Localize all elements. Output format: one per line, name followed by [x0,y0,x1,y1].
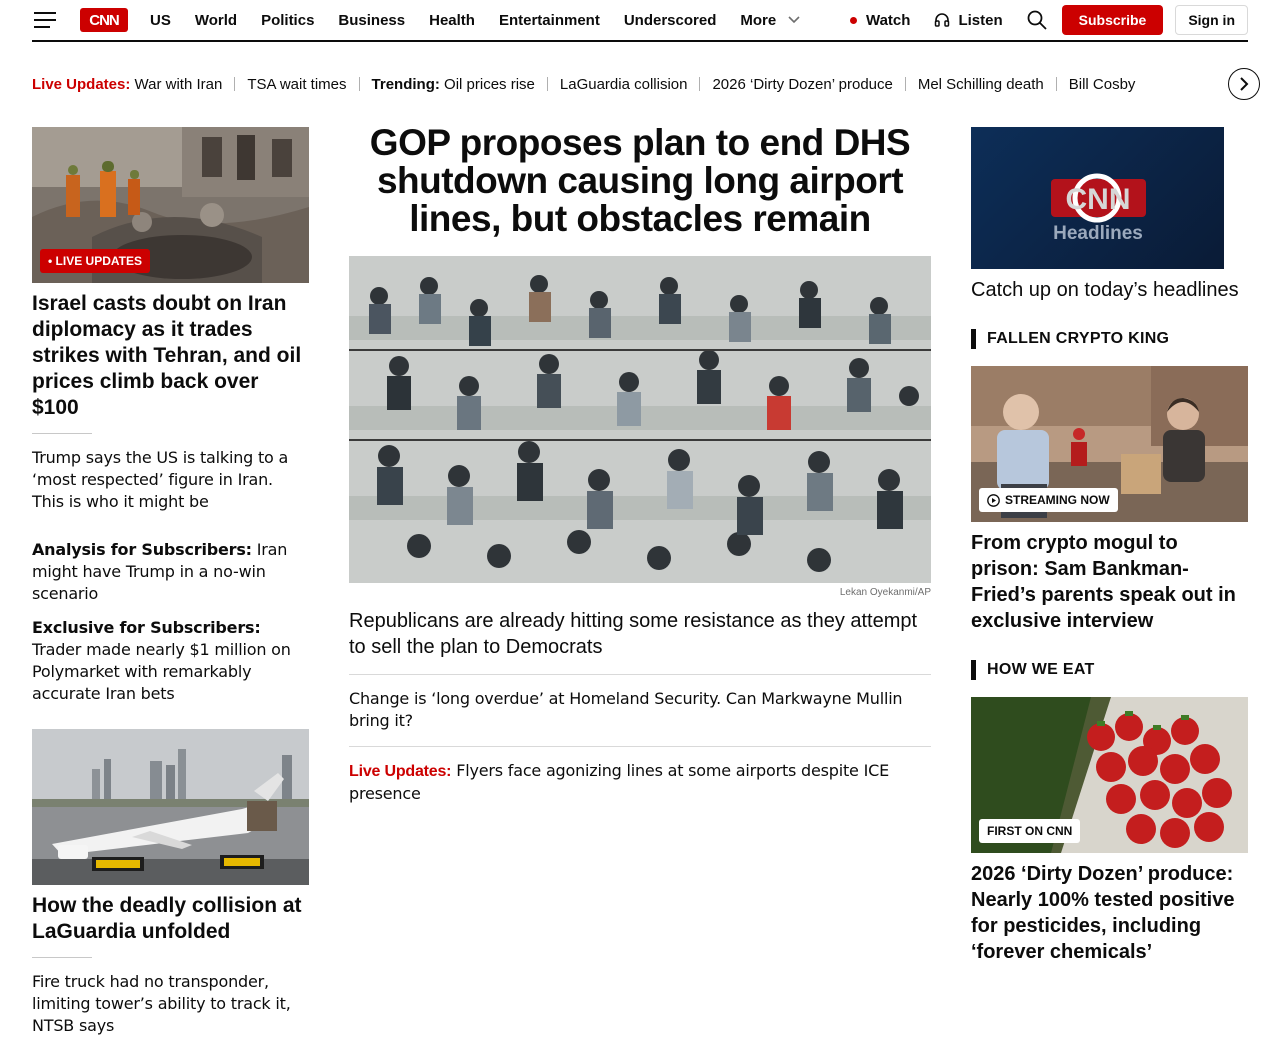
divider [349,674,931,675]
photo-credit: Lekan Oyekanmi/AP [839,587,931,598]
crypto-headline[interactable]: From crypto mogul to prison: Sam Bankman-Fried’s parents speak out in exclusive interview [971,532,1236,632]
ticker-text: Oil prices rise [439,75,535,93]
section-title: FALLEN CRYPTO KING [987,330,1170,347]
ticker-item[interactable] [918,76,1044,93]
listen-link[interactable] [934,12,1002,29]
nav-more-label: More [740,11,777,29]
video-title-text: Headlines [1053,223,1143,244]
live-dot-icon [850,17,857,24]
lead-headline[interactable]: GOP proposes plan to end DHS shutdown causing long airport lines, but obstacles remain [369,122,911,239]
section-label-crypto [971,329,1248,349]
ticker-divider [234,77,235,91]
sub-headline[interactable]: Republicans are already hitting some resistance as they attempt to sell the plan to Democrats [349,610,918,658]
catchup-link[interactable]: Catch up on today’s headlines [971,279,1239,301]
section-title: HOW WE EAT [987,661,1095,678]
chevron-right-icon[interactable] [1228,68,1260,100]
left-column [32,127,309,1037]
ticker-text: TSA wait times [247,75,347,93]
section-bar [971,660,976,680]
ticker-item[interactable] [32,76,222,93]
divider [32,433,92,434]
ticker-track [32,76,1218,93]
nav-health[interactable]: Health [429,11,475,29]
chip-label: STREAMING NOW [1005,493,1110,507]
bankman-fried-parents-image[interactable] [971,366,1248,522]
nav-politics[interactable]: Politics [261,11,315,29]
story-lead: Exclusive for Subscribers: [32,618,261,637]
related-story[interactable] [32,526,309,605]
related-story[interactable]: Fire truck had no transponder, limiting tower’s ability to track it, NTSB says [32,972,291,1035]
headphones-icon [934,12,950,28]
menu-icon[interactable] [34,12,56,28]
cnn-headlines-video[interactable] [971,127,1224,269]
top-story-headline[interactable]: Israel casts doubt on Iran diplomacy as it trades strikes with Tehran, and oil prices climb back over $100 [32,292,302,419]
nav-underscored[interactable]: Underscored [623,11,717,29]
ticker-text: Mel Schilling death [917,75,1044,93]
laguardia-headline[interactable]: How the deadly collision at LaGuardia unfolded [32,894,302,943]
ticker-text: Bill Cosby [1068,75,1136,93]
subscribe-button[interactable]: Subscribe [1062,5,1164,35]
ticker-divider [699,77,700,91]
header-actions [850,5,1248,35]
ticker-item[interactable] [1069,76,1136,93]
ticker-lead: Live Updates: [32,75,131,93]
sign-in-button[interactable]: Sign in [1175,5,1248,35]
first-on-cnn-chip [979,819,1080,843]
ticker-item[interactable] [560,76,688,93]
related-story[interactable]: Change is ‘long overdue’ at Homeland Security. Can Markwayne Mullin bring it? [349,689,903,730]
ticker-text: War with Iran [130,75,223,93]
ticker-divider [359,77,360,91]
story-text: Iran might have Trump in a no-win scenario [32,540,288,603]
streaming-now-chip [979,488,1118,512]
main-nav [150,12,800,29]
nav-entertainment[interactable]: Entertainment [498,11,600,29]
watch-label: Watch [865,11,911,29]
ticker-text: LaGuardia collision [559,75,688,93]
live-updates-badge: • LIVE UPDATES [40,249,150,273]
divider [32,957,92,958]
airport-crowd-image[interactable] [349,256,931,583]
logo-text: CNN [89,11,119,29]
ticker-divider [905,77,906,91]
ticker-item[interactable] [372,76,535,93]
story-text: Flyers face agonizing lines at some airports despite ICE presence [349,761,889,803]
ticker-text: 2026 ‘Dirty Dozen’ produce [712,75,893,93]
play-icon [987,494,1000,507]
chip-label: FIRST ON CNN [987,824,1073,838]
cnn-logo[interactable] [80,8,128,32]
search-icon[interactable] [1027,10,1047,30]
strawberries-image[interactable] [971,697,1248,853]
video-logo-text: CNN [1065,183,1131,216]
dirty-dozen-headline[interactable]: 2026 ‘Dirty Dozen’ produce: Nearly 100% tested positive for pesticides, including ‘forever chemicals’ [971,863,1235,963]
right-column [971,127,1248,965]
chevron-down-icon [788,16,800,24]
airstrike-rubble-image[interactable] [32,127,309,283]
related-story[interactable] [32,617,309,705]
ticker-item[interactable] [712,76,892,93]
ticker-item[interactable] [247,76,346,93]
section-label-eat [971,660,1248,680]
nav-more[interactable] [740,12,800,29]
trending-ticker [32,68,1264,100]
laguardia-collision-image[interactable] [32,729,309,885]
center-column [349,124,931,805]
section-bar [971,329,976,349]
listen-label: Listen [958,11,1003,29]
site-header [32,0,1248,42]
story-lead: Live Updates: [349,763,452,780]
story-lead: Analysis for Subscribers: [32,540,252,559]
ticker-divider [547,77,548,91]
ticker-lead: Trending: [371,75,440,93]
ticker-divider [1056,77,1057,91]
related-story[interactable]: Trump says the US is talking to a ‘most respected’ figure in Iran. This is who it might be [32,448,289,511]
nav-us[interactable]: US [150,11,171,29]
nav-world[interactable]: World [194,11,238,29]
divider [349,746,931,747]
nav-business[interactable]: Business [338,11,406,29]
related-story[interactable] [349,760,931,805]
watch-link[interactable] [850,12,910,29]
story-text: Trader made nearly $1 million on Polymarket with remarkably accurate Iran bets [32,640,291,703]
